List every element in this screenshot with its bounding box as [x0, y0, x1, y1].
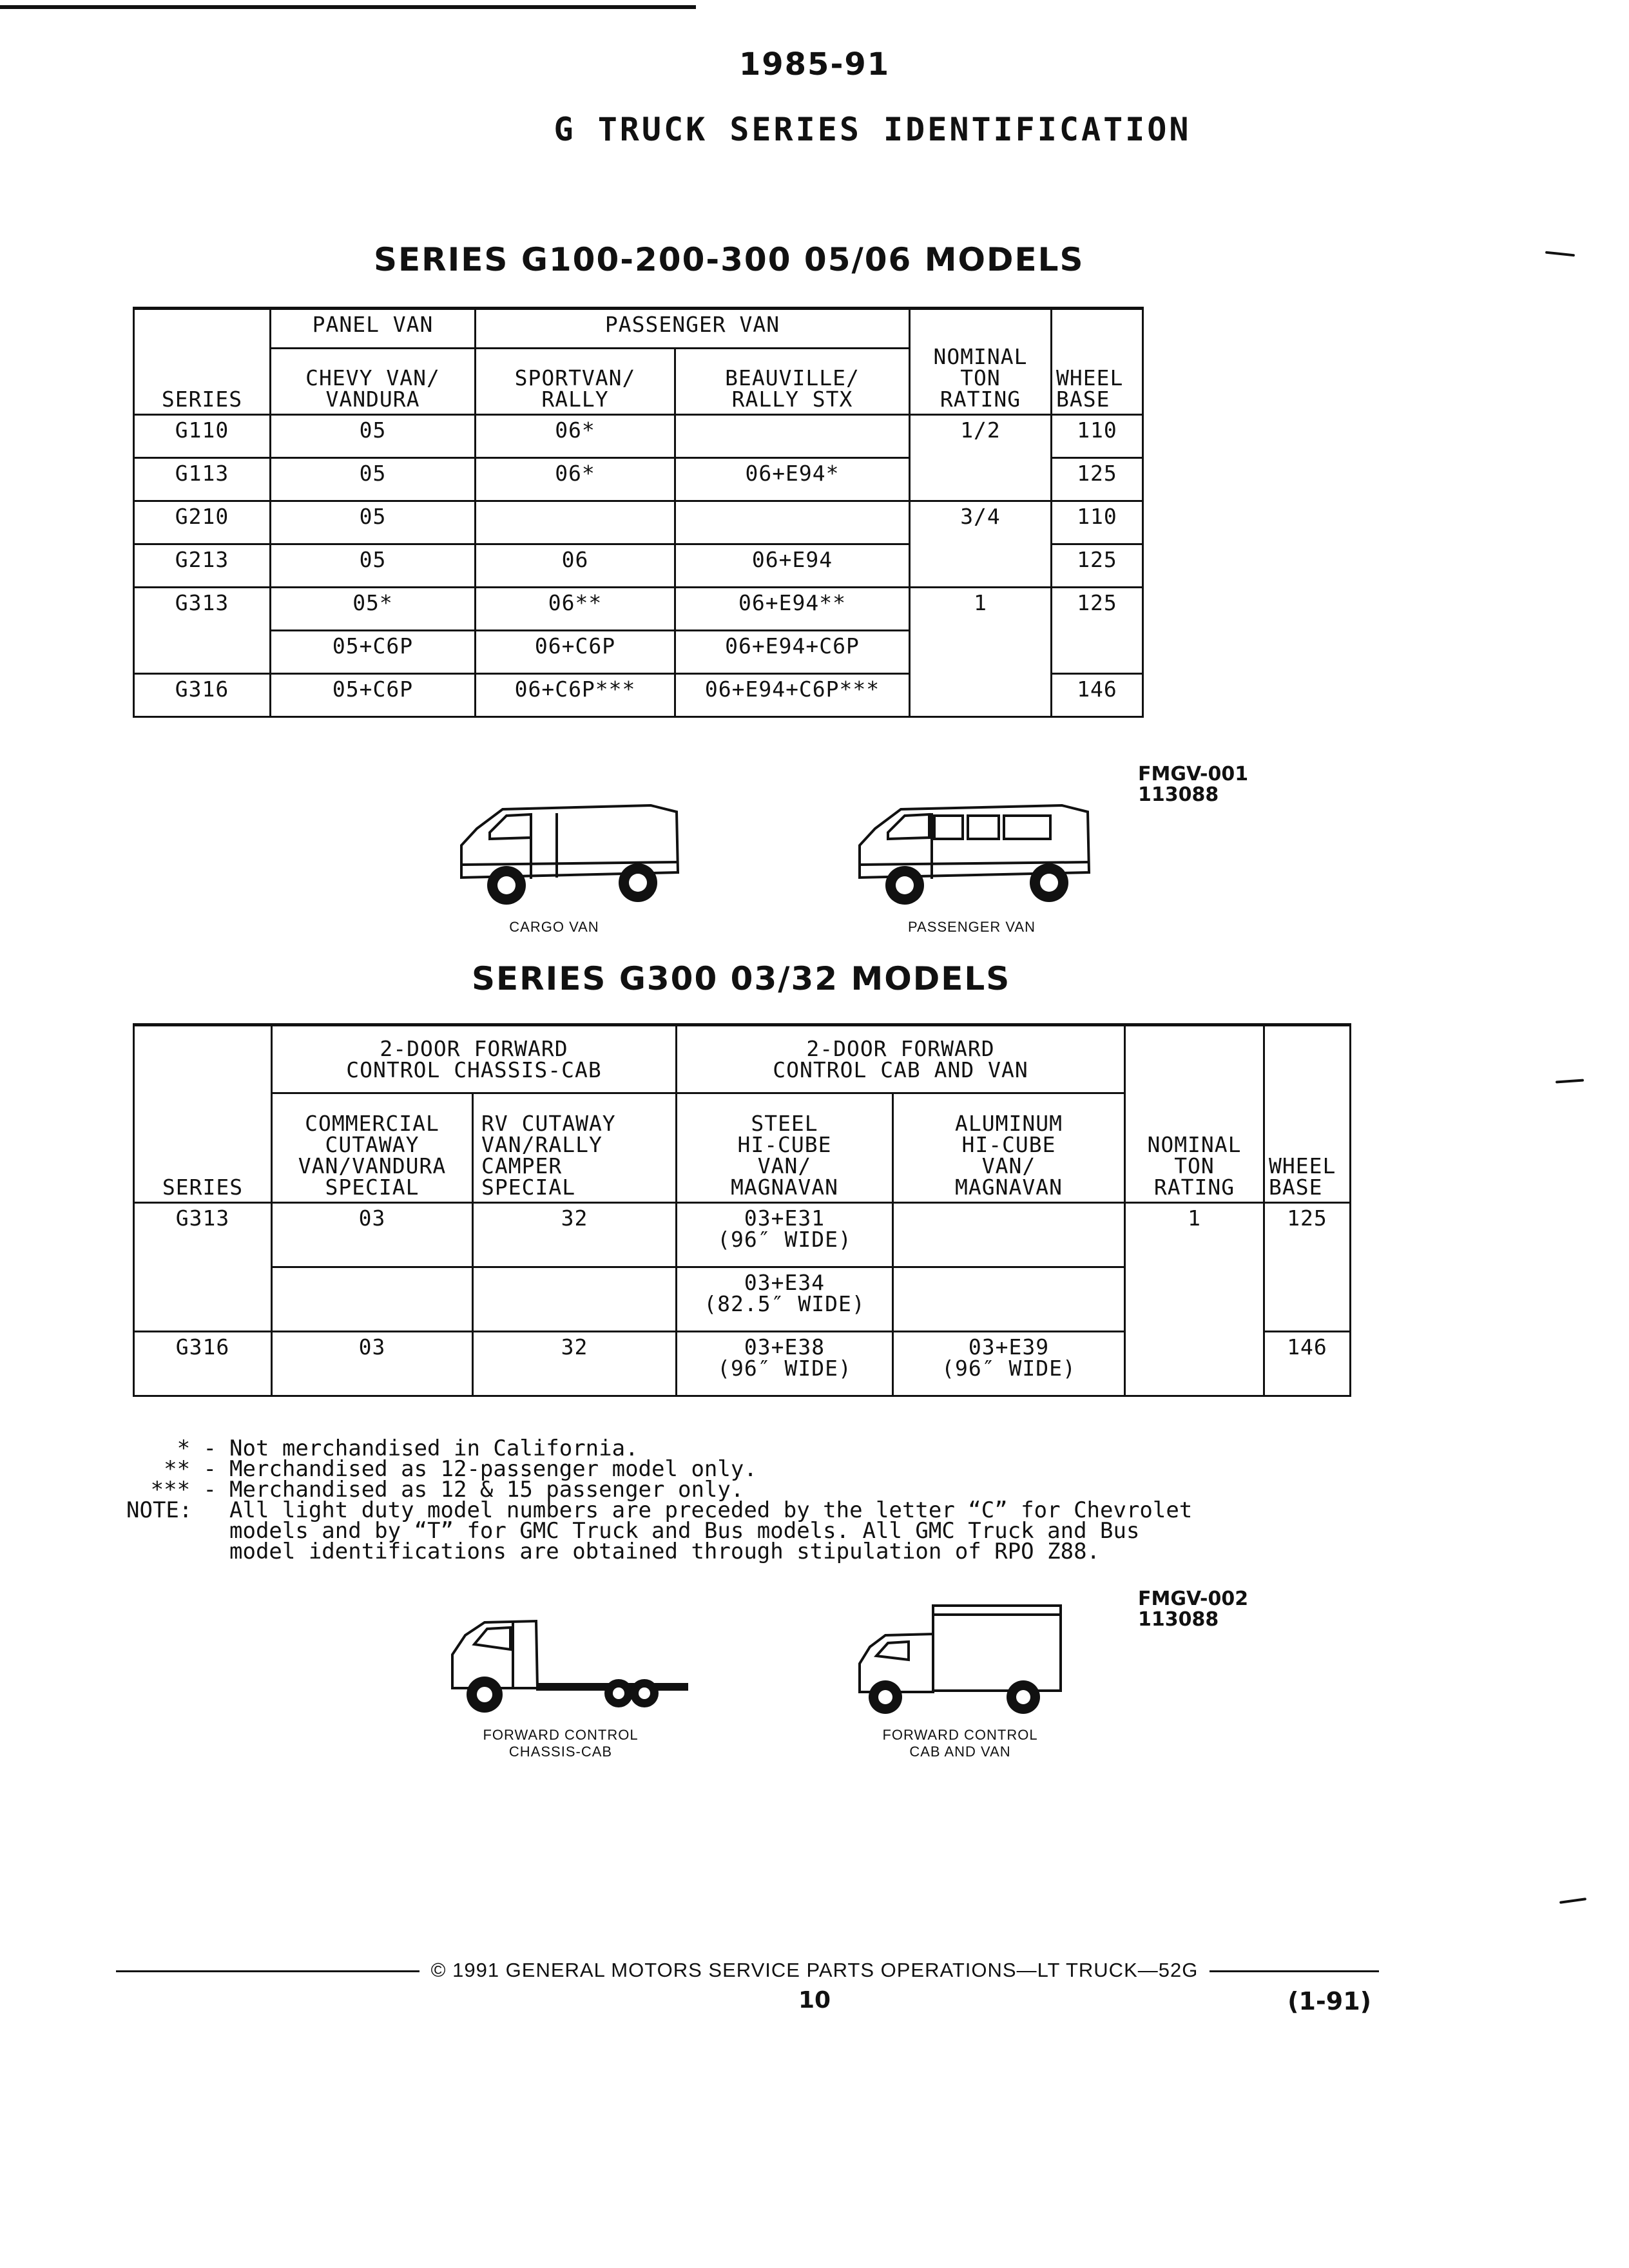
panel-van-header: PANEL VAN: [271, 309, 476, 349]
table-cell: [893, 1267, 1125, 1332]
table-cell: 125: [1052, 588, 1143, 631]
steel-hicube-header: STEEL HI-CUBE VAN/ MAGNAVAN: [677, 1093, 893, 1203]
table-cell: 05+C6P: [271, 631, 476, 674]
table-cell: [910, 458, 1052, 501]
nominal-ton-header: NOMINAL TON RATING: [1125, 1025, 1264, 1203]
series-g300-table: [133, 1023, 1351, 1397]
table-cell: [910, 674, 1052, 717]
copyright-text: © 1991 GENERAL MOTORS SERVICE PARTS OPERATIONS—LT TRUCK—52G: [419, 1959, 1210, 1981]
passenger-van-illustration: [849, 800, 1094, 910]
chassis-cab-caption: FORWARD CONTROL CHASSIS-CAB: [483, 1727, 639, 1760]
table-cell: [473, 1267, 677, 1332]
table-cell: 06+E94+C6P***: [675, 674, 910, 717]
table-cell: 05*: [271, 588, 476, 631]
table-cell: 1/2: [910, 415, 1052, 458]
table-cell: 125: [1052, 544, 1143, 588]
passenger-van-caption: PASSENGER VAN: [907, 919, 1036, 935]
table-cell: [910, 631, 1052, 674]
figure-code-1: FMGV-001 113088: [1138, 763, 1249, 806]
table-cell: [476, 501, 675, 544]
table-cell: 03: [272, 1332, 473, 1396]
table-cell: 146: [1052, 674, 1143, 717]
table-cell: [675, 501, 910, 544]
table-cell: 05: [271, 415, 476, 458]
page-number: 10: [798, 1987, 831, 2013]
revision-code: (1-91): [1287, 1987, 1371, 2015]
table-cell: [1052, 631, 1143, 674]
note-text: Merchandised as 12 & 15 passenger only.: [229, 1477, 744, 1503]
note-symbol: NOTE:: [126, 1497, 193, 1523]
table-cell: 06+E94**: [675, 588, 910, 631]
aluminum-hicube-header: ALUMINUM HI-CUBE VAN/ MAGNAVAN: [893, 1093, 1125, 1203]
rv-cutaway-header: RV CUTAWAY VAN/RALLY CAMPER SPECIAL: [473, 1093, 677, 1203]
table-cell: [272, 1267, 473, 1332]
table-cell: 06*: [476, 415, 675, 458]
table-cell: [134, 1267, 272, 1332]
wheel-base-header: WHEEL BASE: [1264, 1025, 1351, 1203]
cab-and-van-caption: FORWARD CONTROL CAB AND VAN: [882, 1727, 1038, 1760]
table-cell: G316: [134, 674, 271, 717]
wheel-base-header: WHEEL BASE: [1052, 309, 1143, 415]
cab-and-van-illustration: [854, 1602, 1065, 1718]
section1-title: SERIES G100-200-300 05/06 MODELS: [374, 241, 1084, 278]
table-cell: 03+E39 (96″ WIDE): [893, 1332, 1125, 1396]
table-cell: 1: [910, 588, 1052, 631]
table-cell: G113: [134, 458, 271, 501]
note-symbol: * -: [177, 1436, 217, 1461]
note-row: [126, 1497, 1389, 1564]
table-cell: G313: [134, 1203, 272, 1267]
chassis-cab-illustration: [446, 1616, 691, 1719]
table-cell: [1264, 1267, 1351, 1332]
table-cell: 3/4: [910, 501, 1052, 544]
passenger-van-header: PASSENGER VAN: [476, 309, 910, 349]
section2-title: SERIES G300 03/32 MODELS: [472, 960, 1011, 997]
chevy-van-header: CHEVY VAN/ VANDURA: [271, 348, 476, 414]
table-cell: 06*: [476, 458, 675, 501]
series-header: SERIES: [134, 1025, 272, 1203]
copyright: [0, 1959, 1629, 1982]
note-symbol: *** -: [150, 1477, 217, 1503]
note-text: Not merchandised in California.: [229, 1436, 639, 1461]
table-cell: 03: [272, 1203, 473, 1267]
table-cell: 05: [271, 458, 476, 501]
footnotes: [126, 1438, 1389, 1562]
nominal-ton-header: NOMINAL TON RATING: [910, 309, 1052, 415]
table-cell: [675, 415, 910, 458]
table-cell: 06+E94*: [675, 458, 910, 501]
table-cell: G316: [134, 1332, 272, 1396]
beauville-header: BEAUVILLE/ RALLY STX: [675, 348, 910, 414]
table-cell: 03+E31 (96″ WIDE): [677, 1203, 893, 1267]
sportvan-header: SPORTVAN/ RALLY: [476, 348, 675, 414]
series-g100-table: [133, 307, 1144, 718]
table-cell: [1125, 1332, 1264, 1396]
table-cell: G210: [134, 501, 271, 544]
table-cell: [134, 631, 271, 674]
table-cell: G213: [134, 544, 271, 588]
table-cell: 146: [1264, 1332, 1351, 1396]
table-cell: 32: [473, 1203, 677, 1267]
table-cell: 06: [476, 544, 675, 588]
chassis-cab-header: 2-DOOR FORWARD CONTROL CHASSIS-CAB: [272, 1025, 677, 1093]
table-cell: 125: [1264, 1203, 1351, 1267]
table-cell: 06+C6P***: [476, 674, 675, 717]
table-cell: [1125, 1267, 1264, 1332]
note-text: Merchandised as 12-passenger model only.: [229, 1456, 757, 1482]
page-title: G TRUCK SERIES IDENTIFICATION: [554, 111, 1191, 148]
table-cell: [893, 1203, 1125, 1267]
table-cell: 03+E34 (82.5″ WIDE): [677, 1267, 893, 1332]
margin-tick: [1556, 1079, 1584, 1083]
table-cell: 1: [1125, 1203, 1264, 1267]
commercial-cutaway-header: COMMERCIAL CUTAWAY VAN/VANDURA SPECIAL: [272, 1093, 473, 1203]
table-cell: 110: [1052, 501, 1143, 544]
table-cell: 125: [1052, 458, 1143, 501]
table-cell: 05: [271, 544, 476, 588]
note-text: All light duty model numbers are preceded by the letter “C” for Chevrolet models and by “T” for GMC Truck and Bus models. All GMC Truck and Bus model identifications are obtained through stipulation of RPO Z88.: [229, 1497, 1193, 1564]
table-cell: 03+E38 (96″ WIDE): [677, 1332, 893, 1396]
table-cell: 05+C6P: [271, 674, 476, 717]
top-rule: [0, 5, 696, 9]
year-range: 1985-91: [738, 46, 891, 82]
table-cell: 32: [473, 1332, 677, 1396]
table-cell: 06+C6P: [476, 631, 675, 674]
table-cell: 05: [271, 501, 476, 544]
series-header: SERIES: [134, 309, 271, 415]
cargo-van-illustration: [451, 800, 683, 910]
margin-tick: [1559, 1898, 1586, 1904]
table-cell: 110: [1052, 415, 1143, 458]
table-cell: 06**: [476, 588, 675, 631]
figure-code-2: FMGV-002 113088: [1138, 1588, 1249, 1631]
table-cell: [910, 544, 1052, 588]
cargo-van-caption: CARGO VAN: [509, 919, 599, 935]
table-cell: 06+E94: [675, 544, 910, 588]
margin-tick: [1545, 251, 1575, 257]
cab-and-van-header: 2-DOOR FORWARD CONTROL CAB AND VAN: [677, 1025, 1125, 1093]
table-cell: G313: [134, 588, 271, 631]
table-cell: G110: [134, 415, 271, 458]
note-symbol: ** -: [164, 1456, 217, 1482]
table-cell: 06+E94+C6P: [675, 631, 910, 674]
